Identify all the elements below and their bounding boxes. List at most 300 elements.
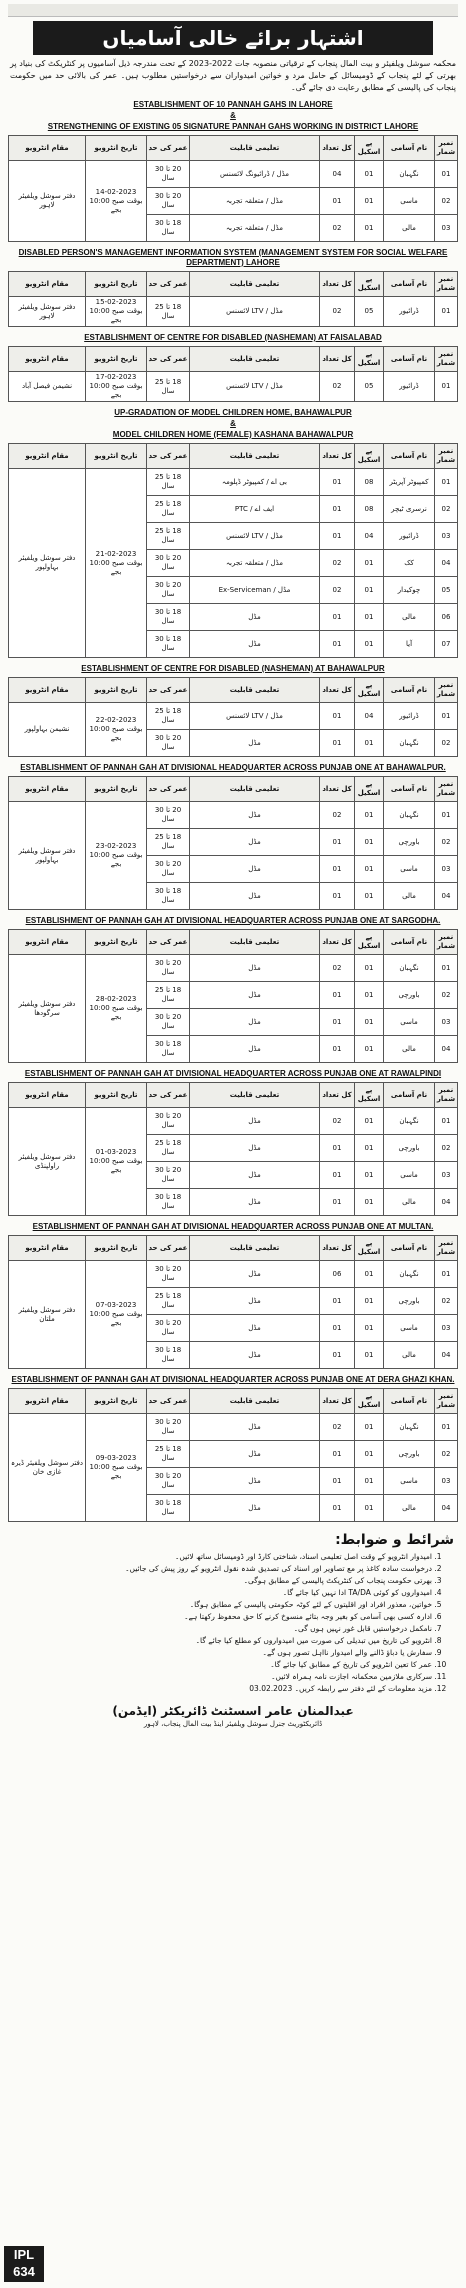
cell-bps: 01	[355, 1495, 384, 1522]
column-header-count: کل تعداد	[320, 678, 355, 703]
cell-sn: 01	[435, 802, 458, 829]
interview-date: 22-02-2023	[95, 716, 137, 724]
column-header-age: عمر کی حد	[147, 1236, 190, 1261]
page-title: اشتہار برائے خالی آسامیاں	[33, 21, 433, 55]
column-header-sn: نمبر شمار	[435, 444, 458, 469]
cell-qual: مڈل / LTV لائسنس	[190, 703, 320, 730]
section-heading-line: ESTABLISHMENT OF PANNAH GAH AT DIVISIONAL HEADQUARTER ACROSS PUNJAB ONE AT MULTAN.	[32, 1222, 434, 1231]
interview-date: 09-03-2023	[95, 1454, 137, 1462]
cell-count: 06	[320, 1261, 355, 1288]
section-heading	[8, 664, 458, 674]
interview-date-cell	[86, 955, 147, 1063]
cell-age: 20 تا 30 سال	[147, 1108, 190, 1135]
cell-qual: مڈل	[190, 1495, 320, 1522]
cell-age: 20 تا 30 سال	[147, 802, 190, 829]
cell-age: 18 تا 25 سال	[147, 1135, 190, 1162]
column-header-place: مقام انٹرویو	[9, 678, 86, 703]
table-row	[9, 297, 458, 327]
cell-qual: مڈل	[190, 1414, 320, 1441]
column-header-date: تاریخ انٹرویو	[86, 1389, 147, 1414]
cell-count: 02	[320, 955, 355, 982]
cell-sn: 07	[435, 631, 458, 658]
cell-count: 04	[320, 161, 355, 188]
condition-item: 8. انٹرویو کی تاریخ میں تبدیلی کی صورت میں امیدواروں کو مطلع کیا جائے گا۔	[12, 1636, 432, 1646]
cell-age: 20 تا 30 سال	[147, 1315, 190, 1342]
cell-qual: مڈل / متعلقہ تجربہ	[190, 550, 320, 577]
column-header-qual: تعلیمی قابلیت	[190, 272, 320, 297]
cell-qual: مڈل	[190, 1009, 320, 1036]
column-header-bps: پے اسکیل	[355, 777, 384, 802]
condition-item: 3. بھرتی حکومت پنجاب کی کنٹریکٹ پالیسی کے مطابق ہوگی۔	[12, 1576, 432, 1586]
column-header-bps: پے اسکیل	[355, 347, 384, 372]
column-header-date: تاریخ انٹرویو	[86, 930, 147, 955]
interview-time: بوقت صبح 10:00 بجے	[89, 307, 143, 324]
column-header-post: نام آسامی	[384, 1236, 435, 1261]
cell-qual: مڈل	[190, 1441, 320, 1468]
table-row	[9, 802, 458, 829]
column-header-place: مقام انٹرویو	[9, 1389, 86, 1414]
cell-bps: 01	[355, 1162, 384, 1189]
cell-post: آیا	[384, 631, 435, 658]
cell-sn: 01	[435, 1414, 458, 1441]
condition-item: 7. نامکمل درخواستیں قابل غور نہیں ہوں گی۔	[12, 1624, 432, 1634]
cell-age: 18 تا 25 سال	[147, 982, 190, 1009]
column-header-qual: تعلیمی قابلیت	[190, 1236, 320, 1261]
section-heading-line: UP-GRADATION OF MODEL CHILDREN HOME, BAHAWALPUR	[114, 408, 352, 417]
table-row	[9, 1261, 458, 1288]
column-header-sn: نمبر شمار	[435, 930, 458, 955]
condition-item: 11. سرکاری ملازمین محکمانہ اجازت نامہ ہمراہ لائیں۔	[12, 1672, 432, 1682]
cell-age: 20 تا 30 سال	[147, 955, 190, 982]
cell-post: نگہبان	[384, 1108, 435, 1135]
cell-post: ماسی	[384, 1162, 435, 1189]
cell-age: 18 تا 30 سال	[147, 883, 190, 910]
cell-count: 01	[320, 1036, 355, 1063]
cell-qual: مڈل / Ex-Serviceman	[190, 577, 320, 604]
cell-post: نگہبان	[384, 802, 435, 829]
column-header-bps: پے اسکیل	[355, 1083, 384, 1108]
table-row	[9, 1108, 458, 1135]
interview-time: بوقت صبح 10:00 بجے	[89, 1004, 143, 1021]
cell-post: ماسی	[384, 856, 435, 883]
cell-bps: 01	[355, 631, 384, 658]
column-header-post: نام آسامی	[384, 347, 435, 372]
cell-qual: مڈل	[190, 856, 320, 883]
condition-item: 10. عمر کا تعین انٹرویو کی تاریخ کے مطابق کیا جائے گا۔	[12, 1660, 432, 1670]
column-header-count: کل تعداد	[320, 1083, 355, 1108]
cell-post: ماسی	[384, 188, 435, 215]
section-heading-line: &	[230, 419, 236, 428]
interview-date: 23-02-2023	[95, 842, 137, 850]
cell-sn: 01	[435, 703, 458, 730]
cell-age: 18 تا 25 سال	[147, 829, 190, 856]
column-header-count: کل تعداد	[320, 1389, 355, 1414]
column-header-bps: پے اسکیل	[355, 444, 384, 469]
signature-block	[8, 1704, 458, 1728]
top-band	[8, 4, 458, 17]
column-header-qual: تعلیمی قابلیت	[190, 347, 320, 372]
interview-place: دفتر سوشل ویلفیئر ڈیرہ غازی خان	[9, 1414, 86, 1522]
cell-age: 18 تا 25 سال	[147, 297, 190, 327]
condition-item: 9. سفارش یا دباؤ ڈالنے والے امیدوار نااہل تصور ہوں گے۔	[12, 1648, 432, 1658]
cell-count: 02	[320, 1414, 355, 1441]
cell-age: 20 تا 30 سال	[147, 1261, 190, 1288]
column-header-qual: تعلیمی قابلیت	[190, 1083, 320, 1108]
cell-bps: 01	[355, 1036, 384, 1063]
cell-count: 01	[320, 1135, 355, 1162]
cell-count: 01	[320, 1495, 355, 1522]
cell-post: ماسی	[384, 1468, 435, 1495]
ipl-number: 634	[13, 2264, 35, 2279]
cell-qual: مڈل	[190, 1135, 320, 1162]
interview-date-cell	[86, 161, 147, 242]
section-heading	[8, 1069, 458, 1079]
interview-time: بوقت صبح 10:00 بجے	[89, 1157, 143, 1174]
cell-count: 02	[320, 1108, 355, 1135]
cell-sn: 01	[435, 469, 458, 496]
column-header-bps: پے اسکیل	[355, 930, 384, 955]
column-header-date: تاریخ انٹرویو	[86, 1083, 147, 1108]
column-header-date: تاریخ انٹرویو	[86, 272, 147, 297]
cell-sn: 02	[435, 1288, 458, 1315]
cell-bps: 01	[355, 1342, 384, 1369]
column-header-post: نام آسامی	[384, 777, 435, 802]
column-header-age: عمر کی حد	[147, 272, 190, 297]
cell-qual: مڈل / متعلقہ تجربہ	[190, 215, 320, 242]
table-row	[9, 469, 458, 496]
interview-time: بوقت صبح 10:00 بجے	[89, 851, 143, 868]
ipl-label: IPL	[13, 2247, 35, 2262]
cell-count: 02	[320, 215, 355, 242]
cell-age: 18 تا 25 سال	[147, 1441, 190, 1468]
cell-sn: 03	[435, 1468, 458, 1495]
cell-sn: 03	[435, 1009, 458, 1036]
cell-post: ڈرائیور	[384, 703, 435, 730]
column-header-count: کل تعداد	[320, 347, 355, 372]
column-header-date: تاریخ انٹرویو	[86, 678, 147, 703]
column-header-sn: نمبر شمار	[435, 272, 458, 297]
cell-qual: مڈل / LTV لائسنس	[190, 523, 320, 550]
cell-post: مالی	[384, 1342, 435, 1369]
column-header-age: عمر کی حد	[147, 136, 190, 161]
interview-date-cell	[86, 1261, 147, 1369]
column-header-post: نام آسامی	[384, 272, 435, 297]
cell-sn: 01	[435, 1261, 458, 1288]
cell-age: 18 تا 30 سال	[147, 1342, 190, 1369]
cell-count: 01	[320, 523, 355, 550]
table-header-row	[9, 1083, 458, 1108]
cell-sn: 02	[435, 496, 458, 523]
column-header-count: کل تعداد	[320, 777, 355, 802]
cell-post: نگہبان	[384, 955, 435, 982]
column-header-qual: تعلیمی قابلیت	[190, 777, 320, 802]
column-header-bps: پے اسکیل	[355, 136, 384, 161]
section-heading	[8, 763, 458, 773]
cell-post: مالی	[384, 215, 435, 242]
interview-date: 17-02-2023	[95, 373, 137, 381]
section-heading	[8, 916, 458, 926]
cell-post: کمپیوٹر آپریٹر	[384, 469, 435, 496]
cell-count: 01	[320, 1468, 355, 1495]
cell-age: 18 تا 30 سال	[147, 215, 190, 242]
cell-post: ڈرائیور	[384, 372, 435, 402]
cell-count: 01	[320, 469, 355, 496]
cell-bps: 01	[355, 1261, 384, 1288]
cell-bps: 01	[355, 1414, 384, 1441]
posts-table	[8, 346, 458, 402]
cell-bps: 01	[355, 1441, 384, 1468]
posts-table	[8, 1235, 458, 1369]
table-row	[9, 372, 458, 402]
cell-sn: 04	[435, 1495, 458, 1522]
cell-qual: مڈل	[190, 1108, 320, 1135]
column-header-place: مقام انٹرویو	[9, 1236, 86, 1261]
column-header-post: نام آسامی	[384, 930, 435, 955]
column-header-post: نام آسامی	[384, 136, 435, 161]
cell-age: 20 تا 30 سال	[147, 188, 190, 215]
cell-age: 18 تا 30 سال	[147, 631, 190, 658]
cell-qual: مڈل	[190, 1261, 320, 1288]
section-heading	[8, 1222, 458, 1232]
cell-sn: 01	[435, 1108, 458, 1135]
cell-age: 18 تا 30 سال	[147, 1189, 190, 1216]
cell-sn: 03	[435, 523, 458, 550]
interview-date-cell	[86, 703, 147, 757]
interview-place: نشیمن بہاولپور	[9, 703, 86, 757]
cell-qual: مڈل	[190, 955, 320, 982]
table-header-row	[9, 347, 458, 372]
signatory-address: ڈائریکٹوریٹ جنرل سوشل ویلفیئر اینڈ بیت المال پنجاب، لاہور	[143, 1720, 323, 1728]
cell-bps: 08	[355, 469, 384, 496]
interview-date-cell	[86, 297, 147, 327]
ipl-badge	[4, 2246, 44, 2282]
posts-table	[8, 443, 458, 658]
cell-sn: 01	[435, 161, 458, 188]
cell-bps: 08	[355, 496, 384, 523]
interview-date: 15-02-2023	[95, 298, 137, 306]
section-heading	[8, 248, 458, 268]
table-header-row	[9, 1389, 458, 1414]
cell-bps: 01	[355, 955, 384, 982]
column-header-age: عمر کی حد	[147, 444, 190, 469]
cell-age: 18 تا 30 سال	[147, 1036, 190, 1063]
column-header-place: مقام انٹرویو	[9, 1083, 86, 1108]
cell-age: 20 تا 30 سال	[147, 730, 190, 757]
section-heading	[8, 333, 458, 343]
table-header-row	[9, 1236, 458, 1261]
column-header-place: مقام انٹرویو	[9, 136, 86, 161]
section-heading-line: ESTABLISHMENT OF 10 PANNAH GAHS IN LAHORE	[133, 100, 333, 109]
cell-post: نگہبان	[384, 161, 435, 188]
interview-place: دفتر سوشل ویلفیئر لاہور	[9, 161, 86, 242]
column-header-post: نام آسامی	[384, 444, 435, 469]
table-row	[9, 955, 458, 982]
cell-post: ماسی	[384, 1009, 435, 1036]
interview-place: دفتر سوشل ویلفیئر بہاولپور	[9, 469, 86, 658]
interview-date: 01-03-2023	[95, 1148, 137, 1156]
cell-age: 18 تا 25 سال	[147, 496, 190, 523]
column-header-qual: تعلیمی قابلیت	[190, 1389, 320, 1414]
table-row	[9, 703, 458, 730]
cell-age: 18 تا 25 سال	[147, 469, 190, 496]
interview-date-cell	[86, 372, 147, 402]
cell-post: باورچی	[384, 1135, 435, 1162]
interview-time: بوقت صبح 10:00 بجے	[89, 558, 143, 576]
column-header-age: عمر کی حد	[147, 930, 190, 955]
cell-sn: 03	[435, 1162, 458, 1189]
column-header-date: تاریخ انٹرویو	[86, 1236, 147, 1261]
column-header-post: نام آسامی	[384, 1389, 435, 1414]
cell-count: 01	[320, 496, 355, 523]
interview-time: بوقت صبح 10:00 بجے	[89, 382, 143, 399]
section-heading-line: ESTABLISHMENT OF PANNAH GAH AT DIVISIONAL HEADQUARTER ACROSS PUNJAB ONE AT DERA GHAZI KHAN.	[11, 1375, 455, 1384]
cell-count: 01	[320, 883, 355, 910]
cell-sn: 02	[435, 730, 458, 757]
section-heading-line: ESTABLISHMENT OF CENTRE FOR DISABLED (NASHEMAN) AT BAHAWALPUR	[81, 664, 385, 673]
cell-bps: 01	[355, 1468, 384, 1495]
condition-item: 2. درخواست سادہ کاغذ پر مع تصاویر اور اسناد کی تصدیق شدہ نقول انٹرویو کے روز پیش کی جائیں۔	[12, 1564, 432, 1574]
section-heading-line: ESTABLISHMENT OF CENTRE FOR DISABLED (NASHEMAN) AT FAISALABAD	[84, 333, 382, 342]
cell-count: 01	[320, 1342, 355, 1369]
sections-container	[8, 100, 458, 1522]
posts-table	[8, 929, 458, 1063]
cell-age: 18 تا 30 سال	[147, 604, 190, 631]
column-header-count: کل تعداد	[320, 1236, 355, 1261]
column-header-date: تاریخ انٹرویو	[86, 347, 147, 372]
cell-bps: 01	[355, 188, 384, 215]
cell-count: 01	[320, 1009, 355, 1036]
section-heading-line: MODEL CHILDREN HOME (FEMALE) KASHANA BAHAWALPUR	[112, 430, 354, 439]
column-header-sn: نمبر شمار	[435, 1236, 458, 1261]
section-heading-line: &	[230, 111, 236, 120]
cell-sn: 02	[435, 1135, 458, 1162]
column-header-age: عمر کی حد	[147, 1389, 190, 1414]
interview-place: نشیمن فیصل آباد	[9, 372, 86, 402]
cell-count: 02	[320, 372, 355, 402]
column-header-count: کل تعداد	[320, 272, 355, 297]
cell-sn: 02	[435, 982, 458, 1009]
cell-age: 18 تا 25 سال	[147, 703, 190, 730]
cell-sn: 01	[435, 955, 458, 982]
cell-bps: 01	[355, 1135, 384, 1162]
condition-item: 4. امیدواروں کو کوئی TA/DA ادا نہیں کیا جائے گا۔	[12, 1588, 432, 1598]
interview-date-cell	[86, 802, 147, 910]
interview-place: دفتر سوشل ویلفیئر راولپنڈی	[9, 1108, 86, 1216]
cell-count: 02	[320, 802, 355, 829]
column-header-qual: تعلیمی قابلیت	[190, 444, 320, 469]
cell-qual: مڈل / متعلقہ تجربہ	[190, 188, 320, 215]
cell-sn: 03	[435, 215, 458, 242]
cell-bps: 01	[355, 883, 384, 910]
column-header-place: مقام انٹرویو	[9, 444, 86, 469]
cell-post: باورچی	[384, 982, 435, 1009]
cell-sn: 04	[435, 550, 458, 577]
column-header-place: مقام انٹرویو	[9, 930, 86, 955]
cell-count: 01	[320, 604, 355, 631]
interview-date-cell	[86, 1414, 147, 1522]
cell-count: 01	[320, 1315, 355, 1342]
section-heading	[8, 1375, 458, 1385]
cell-count: 01	[320, 1288, 355, 1315]
column-header-bps: پے اسکیل	[355, 272, 384, 297]
cell-post: نگہبان	[384, 730, 435, 757]
cell-sn: 02	[435, 188, 458, 215]
cell-count: 02	[320, 577, 355, 604]
cell-qual: مڈل	[190, 631, 320, 658]
cell-qual: مڈل / LTV لائسنس	[190, 297, 320, 327]
cell-count: 01	[320, 730, 355, 757]
column-header-sn: نمبر شمار	[435, 1389, 458, 1414]
interview-time: بوقت صبح 10:00 بجے	[89, 196, 143, 214]
cell-post: نگہبان	[384, 1261, 435, 1288]
cell-post: باورچی	[384, 829, 435, 856]
section-heading-line: STRENGTHENING OF EXISTING 05 SIGNATURE PANNAH GAHS WORKING IN DISTRICT LAHORE	[47, 122, 419, 131]
cell-bps: 04	[355, 523, 384, 550]
posts-table	[8, 1388, 458, 1522]
cell-post: نگہبان	[384, 1414, 435, 1441]
column-header-place: مقام انٹرویو	[9, 777, 86, 802]
cell-qual: مڈل	[190, 1315, 320, 1342]
cell-sn: 05	[435, 577, 458, 604]
cell-age: 18 تا 25 سال	[147, 523, 190, 550]
cell-bps: 01	[355, 1189, 384, 1216]
column-header-place: مقام انٹرویو	[9, 347, 86, 372]
cell-qual: مڈل	[190, 1288, 320, 1315]
cell-age: 20 تا 30 سال	[147, 1162, 190, 1189]
cell-bps: 01	[355, 1315, 384, 1342]
column-header-qual: تعلیمی قابلیت	[190, 136, 320, 161]
section-heading	[8, 100, 458, 132]
cell-bps: 01	[355, 1288, 384, 1315]
cell-sn: 06	[435, 604, 458, 631]
section-heading-line: ESTABLISHMENT OF PANNAH GAH AT DIVISIONAL HEADQUARTER ACROSS PUNJAB ONE AT SARGODHA.	[25, 916, 441, 925]
interview-date: 07-03-2023	[95, 1301, 137, 1309]
cell-bps: 01	[355, 577, 384, 604]
cell-qual: مڈل / ڈرائیونگ لائسنس	[190, 161, 320, 188]
cell-qual: مڈل	[190, 1468, 320, 1495]
cell-sn: 04	[435, 1342, 458, 1369]
cell-bps: 01	[355, 215, 384, 242]
cell-qual: مڈل	[190, 1189, 320, 1216]
cell-bps: 01	[355, 161, 384, 188]
conditions-list	[12, 1552, 444, 1694]
column-header-qual: تعلیمی قابلیت	[190, 930, 320, 955]
cell-bps: 01	[355, 856, 384, 883]
column-header-sn: نمبر شمار	[435, 347, 458, 372]
cell-bps: 01	[355, 604, 384, 631]
column-header-age: عمر کی حد	[147, 678, 190, 703]
cell-bps: 05	[355, 372, 384, 402]
column-header-post: نام آسامی	[384, 678, 435, 703]
table-header-row	[9, 444, 458, 469]
signatory-name: عبدالمنان عامر اسسٹنٹ ڈائریکٹر (ایڈمن)	[112, 1704, 354, 1718]
interview-time: بوقت صبح 10:00 بجے	[89, 1310, 143, 1327]
interview-date: 28-02-2023	[95, 995, 137, 1003]
cell-qual: مڈل	[190, 802, 320, 829]
table-header-row	[9, 930, 458, 955]
table-row	[9, 161, 458, 188]
cell-count: 01	[320, 1441, 355, 1468]
cell-qual: مڈل	[190, 1162, 320, 1189]
cell-sn: 02	[435, 829, 458, 856]
cell-bps: 01	[355, 730, 384, 757]
cell-post: مالی	[384, 604, 435, 631]
cell-post: ماسی	[384, 1315, 435, 1342]
cell-sn: 01	[435, 297, 458, 327]
cell-sn: 04	[435, 1036, 458, 1063]
intro-paragraph: محکمہ سوشل ویلفیئر و بیت المال پنجاب کے ترقیاتی منصوبہ جات 2022-2023 کے تحت مندرجہ ذیل آسامیوں پر کنٹریکٹ کی بنیاد پر بھرتی کے لئے پنجاب کے ڈومیسائل کے حامل مرد و خواتین امیدواران سے درخواستیں مطلوب ہیں۔ عمر کی بالائی حد میں حکومت پنجاب کی پالیسی کے مطابق رعایت دی جائے گی۔	[10, 59, 456, 92]
condition-item: 5. خواتین، معذور افراد اور اقلیتوں کے لئے کوٹہ حکومتی پالیسی کے مطابق ہوگا۔	[12, 1600, 432, 1610]
